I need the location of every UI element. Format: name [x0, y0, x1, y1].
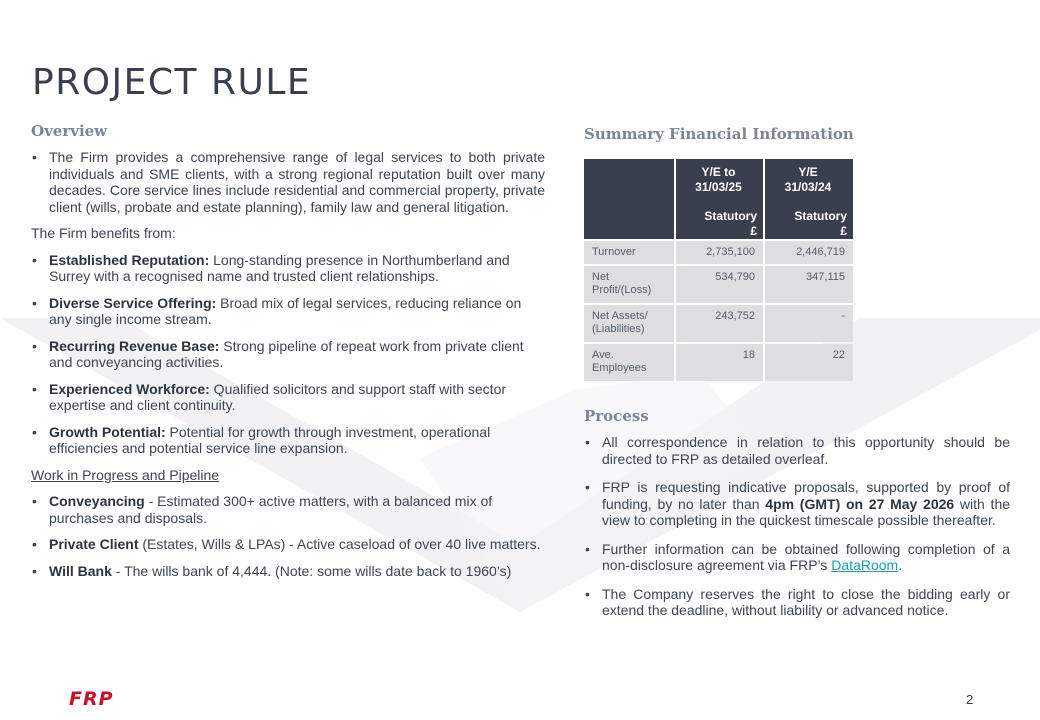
header-unit: £: [840, 224, 847, 238]
benefit-title: Established Reputation:: [49, 251, 210, 268]
row-label: Turnover: [584, 241, 674, 264]
wip-text: - Estimated 300+ active matters, with a balanced mix of purchases and disposals.: [49, 493, 493, 526]
benefit-text: Long-standing presence in Northumberland and Surrey with a recognised name and trusted client relationships.: [49, 251, 510, 284]
benefits-intro: The Firm benefits from:: [31, 225, 176, 241]
wip-text: - The wills bank of 4,444. (Note: some wills date back to 1960’s): [111, 562, 512, 579]
wip-title: Private Client: [49, 536, 139, 552]
dataroom-link[interactable]: DataRoom: [831, 557, 899, 573]
benefit-item: [31, 381, 545, 414]
header-basis: Statutory: [704, 209, 757, 223]
overview-intro-bullet: • The Firm provides a comprehensive range of legal services to both private individuals and SME clients, with a strong regional reputation built over many decades. Core service lines include residential and commercial property, private client (wills, probate and estate planning), family law and general litigation.: [31, 149, 545, 215]
header-basis: Statutory: [794, 209, 847, 223]
financials-table: [582, 157, 855, 383]
wip-heading: Work in Progress and Pipeline: [31, 466, 220, 483]
process-text: with the view to completing in the quickest timescale possible thereafter.: [602, 495, 1011, 528]
financials-section: [584, 125, 1010, 629]
process-text: .: [898, 557, 903, 573]
wip-item: [31, 536, 545, 553]
header-line2: 31/03/25: [695, 180, 742, 194]
benefit-text: Broad mix of legal services, reducing reliance on any single income stream.: [49, 294, 522, 327]
overview-section: [31, 122, 545, 589]
row-value-fy25: 2,735,100: [676, 241, 763, 264]
table-header-row: [584, 159, 853, 239]
benefits-list: [31, 252, 545, 457]
header-line1: Y/E: [798, 165, 818, 179]
financials-heading: Summary Financial Information: [584, 125, 854, 143]
process-item: [584, 479, 1010, 529]
row-value-fy24: 347,115: [765, 266, 853, 303]
process-item: • All correspondence in relation to this opportunity should be directed to FRP as detailed overleaf.: [584, 434, 1010, 467]
overview-heading: Overview: [31, 122, 108, 140]
row-value-fy25: 534,790: [676, 266, 763, 303]
wip-text: (Estates, Wills & LPAs) - Active caseload of over 40 live matters.: [138, 536, 541, 552]
overview-intro-list: [31, 149, 545, 215]
header-unit: £: [750, 224, 757, 238]
benefit-text: Qualified solicitors and support staff with sector expertise and client continuity.: [49, 380, 507, 413]
wip-item: [31, 563, 545, 580]
table-header-fy25: [676, 159, 763, 239]
benefit-text: Strong pipeline of repeat work from private client and conveyancing activities.: [49, 337, 524, 370]
table-header-blank: [584, 159, 674, 239]
row-value-fy25: 18: [676, 344, 763, 381]
row-value-fy24: 22: [765, 344, 853, 381]
wip-title: Conveyancing: [49, 493, 145, 509]
process-heading: Process: [584, 407, 649, 425]
page-title: PROJECT RULE: [32, 62, 312, 103]
row-value-fy24: 2,446,719: [765, 241, 853, 264]
benefit-title: Recurring Revenue Base:: [49, 337, 220, 354]
benefit-item: [31, 252, 545, 285]
process-item: • The Company reserves the right to close the bidding early or extend the deadline, without liability or advanced notice.: [584, 586, 1010, 619]
benefit-item: [31, 424, 545, 457]
row-label: Ave. Employees: [584, 344, 674, 381]
benefit-title: Growth Potential:: [49, 423, 166, 440]
deadline-text: 4pm (GMT) on 27 May 2026: [765, 495, 955, 512]
process-text: Further information can be obtained following completion of a non-disclosure agreement via FRP’s: [602, 540, 1010, 573]
table-row: [584, 344, 853, 381]
benefit-title: Experienced Workforce:: [49, 380, 210, 397]
wip-list: [31, 493, 545, 579]
table-row: [584, 305, 853, 342]
wip-item: [31, 493, 545, 526]
benefit-text: Potential for growth through investment, operational efficiencies and potential service line expansion.: [49, 423, 491, 456]
frp-logo: FRP: [69, 688, 114, 710]
page-number: 2: [966, 692, 974, 707]
benefit-item: [31, 338, 545, 371]
header-line2: 31/03/24: [784, 180, 832, 194]
row-label: Net Profit/(Loss): [584, 266, 674, 303]
header-line1: Y/E to: [701, 165, 736, 179]
benefit-title: Diverse Service Offering:: [49, 294, 217, 311]
table-row: [584, 241, 853, 264]
process-text: FRP is requesting indicative proposals, supported by proof of funding, by no later than: [602, 479, 1010, 512]
row-value-fy24: -: [765, 305, 853, 342]
table-row: [584, 266, 853, 303]
wip-title: Will Bank: [49, 562, 112, 579]
row-value-fy25: 243,752: [676, 305, 763, 342]
table-header-fy24: [765, 159, 853, 239]
process-list: [584, 434, 1010, 619]
process-item: [584, 541, 1010, 574]
row-label: Net Assets/ (Liabilities): [584, 305, 674, 342]
benefit-item: [31, 295, 545, 328]
